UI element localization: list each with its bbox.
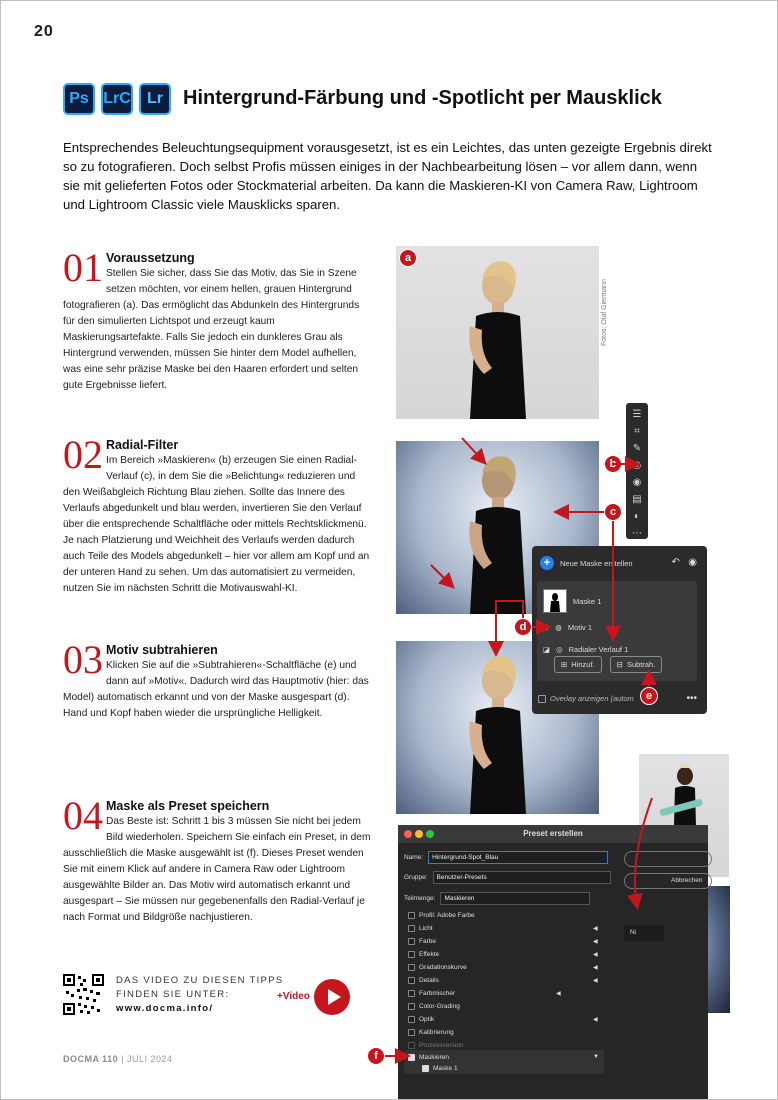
option-checkbox[interactable] [408, 1003, 415, 1010]
callout-f: f [367, 1047, 385, 1065]
article-heading: Hintergrund-Färbung und -Spotlicht per Mausklick [183, 87, 662, 109]
collapse-icon[interactable]: ▼ [593, 1054, 599, 1060]
name-label: Name: [404, 854, 424, 861]
step-title: Motiv subtrahieren [106, 643, 218, 657]
subtract-button[interactable] [610, 656, 663, 673]
expand-icon[interactable]: ◀ [556, 991, 561, 997]
option-checkbox[interactable] [408, 938, 415, 945]
page-footer [63, 1054, 173, 1064]
option-label: Prozessversion [419, 1042, 464, 1049]
intro-paragraph: Entsprechendes Beleuchtungsequipment vorausgesetzt, ist es ein Leichtes, das unten gezeigte Ergebnis direkt so zu fotografieren. Doch selbst Profis müssen einiges in der Nachbearbeitung lösen – vor allem dann, wenn sie mit gelieferten Fotos oder Stockmaterial arbeiten. Da kann die Maskieren-KI von Camera Raw, Lightroom und Lightroom Classic viele Mausklicks sparen. [63, 140, 712, 212]
option-label: Details [419, 977, 439, 984]
option-checkbox[interactable] [408, 951, 415, 958]
mask-component-label: Motiv 1 [567, 623, 593, 632]
preset-option-mask-1[interactable] [422, 1065, 458, 1072]
callout-b: b [604, 455, 622, 473]
expand-icon[interactable]: ◀ [593, 965, 598, 971]
model-figure [396, 246, 599, 419]
dialog-title: Preset erstellen [523, 829, 583, 838]
step-number: 02 [63, 432, 103, 477]
expand-icon[interactable]: ◀ [593, 939, 598, 945]
preset-option[interactable] [408, 951, 439, 958]
qr-code[interactable] [63, 974, 104, 1015]
preset-option[interactable] [408, 1016, 434, 1023]
step-title: Maske als Preset speichern [106, 799, 270, 813]
subset-select[interactable]: Maskieren [440, 892, 590, 905]
ok-button[interactable] [624, 851, 712, 867]
preset-option[interactable] [408, 1029, 454, 1036]
step-title: Voraussetzung [106, 251, 195, 265]
preset-option[interactable] [408, 925, 433, 932]
more-icon[interactable]: ⋯ [632, 528, 642, 539]
step-3 [63, 637, 373, 722]
preset-option[interactable] [408, 912, 475, 919]
preset-option[interactable] [408, 977, 439, 984]
masks-checkbox[interactable] [408, 1054, 415, 1061]
option-label: Farbmischer [419, 990, 456, 997]
mask-item-label: Maske 1 [573, 596, 602, 606]
preset-option[interactable] [408, 938, 436, 945]
add-icon: ⊞ [561, 660, 568, 669]
step-2 [63, 432, 373, 597]
step-number: 01 [63, 245, 103, 290]
mask-panel-header [540, 556, 633, 570]
footer-date: JULI 2024 [127, 1054, 173, 1064]
page-number: 20 [34, 23, 54, 40]
radial-icon: ◎ [556, 645, 563, 654]
photoshop-badge: Ps [63, 83, 95, 115]
step-4 [63, 793, 373, 926]
step-1 [63, 245, 373, 394]
subset-label: Teilmenge: [404, 895, 436, 902]
option-label: Maske 1 [433, 1065, 458, 1072]
edit-toolbar [626, 403, 648, 539]
option-checkbox[interactable] [408, 964, 415, 971]
option-label: Maskieren [419, 1054, 449, 1061]
mask-1-checkbox[interactable] [422, 1065, 429, 1072]
add-button[interactable] [554, 656, 602, 673]
group-select[interactable]: Benutzer-Presets [433, 871, 611, 884]
option-label: Profil: Adobe Farbe [419, 912, 475, 919]
option-checkbox [408, 1042, 415, 1049]
video-info [116, 974, 283, 1016]
option-label: Effekte [419, 951, 440, 958]
preset-name-input[interactable]: Hintergrund-Spot_Blau [428, 851, 608, 864]
option-checkbox[interactable] [408, 977, 415, 984]
subtract-icon: ⊖ [543, 623, 550, 632]
subtract-icon: ⊟ [616, 660, 623, 669]
callout-c: c [604, 503, 622, 521]
video-url[interactable]: www.docma.info/ [116, 1003, 214, 1014]
expand-icon[interactable]: ◀ [593, 926, 598, 932]
brush-icon[interactable]: ✎ [632, 443, 642, 454]
step-body: Stellen Sie sicher, dass Sie das Motiv, das Sie in Szene setzen möchten, vor einem hellen, grauen Hintergrund fotografieren (a). Das ermöglicht das Abdunkeln des Hintergrunds für den simulierten Lichtspot und erzeugt kaum Maskierungsartefakte. Falls Sie jedoch ein dunkleres Grau als Hintergrund verwenden, müssen Sie hinter dem Model aufhellen, was eine sehr präzise Maske bei den Haaren erfordert und selten gute Ergebnisse liefert. [63, 268, 360, 391]
person-icon: ◍ [555, 623, 562, 632]
subtract-button-label: Subtrah. [626, 660, 656, 669]
option-label: Gradationskurve [419, 964, 467, 971]
preset-option[interactable] [408, 964, 467, 971]
cancel-button[interactable]: Abbrechen [624, 873, 712, 889]
add-mask-icon[interactable]: + [540, 556, 554, 570]
mask-item[interactable] [543, 589, 601, 613]
preset-option[interactable] [408, 1003, 460, 1010]
sliders-icon[interactable]: ☰ [632, 409, 642, 420]
expand-icon[interactable]: ◀ [593, 978, 598, 984]
option-checkbox[interactable] [408, 1029, 415, 1036]
overlay-label: Overlay anzeigen (autom [550, 694, 634, 703]
eye-icon[interactable]: ◉ [688, 557, 697, 568]
mask-component[interactable] [543, 623, 592, 632]
add-button-label: Hinzuf. [571, 660, 595, 669]
preset-group-row [404, 871, 611, 884]
dialog-titlebar [398, 825, 708, 843]
redeye-icon[interactable]: ◉ [632, 477, 642, 488]
video-line-1: DAS VIDEO ZU DIESEN TIPPS [116, 975, 284, 986]
preset-subset-row [404, 892, 590, 905]
add-component-icon: ◪ [543, 645, 551, 654]
option-label: Color-Grading [419, 1003, 460, 1010]
lightroom-badge: Lr [139, 83, 171, 115]
masking-icon[interactable]: ◎ [632, 460, 642, 471]
overlay-checkbox[interactable] [538, 695, 546, 703]
step-number: 03 [63, 637, 103, 682]
footer-separator: | [118, 1054, 128, 1064]
mask-buttons [554, 656, 662, 673]
overlay-toggle[interactable] [538, 694, 634, 703]
group-label: Gruppe: [404, 874, 428, 881]
step-body: Klicken Sie auf die »Subtrahieren«-Schaltfläche (e) und dann auf »Motiv«. Dadurch wird das Hauptmotiv (hier: das Model) automatisch erkannt und von der Maske ausgespart (d). Hand und Kopf haben wieder die ursprüngliche Helligkeit. [63, 660, 369, 719]
crop-icon[interactable]: ⌗ [634, 426, 640, 437]
mask-component-label: Radialer Verlauf 1 [568, 645, 629, 654]
more-options-icon[interactable]: ••• [686, 693, 697, 704]
next-button[interactable]: Ni [624, 925, 664, 941]
undo-icon[interactable]: ↶ [671, 557, 680, 568]
option-checkbox[interactable] [408, 1016, 415, 1023]
layers-icon[interactable]: ▤ [632, 494, 642, 505]
expand-icon[interactable]: ◀ [593, 1017, 598, 1023]
option-label: Kalibrierung [419, 1029, 454, 1036]
option-label: Optik [419, 1016, 435, 1023]
callout-d: d [514, 618, 532, 636]
option-checkbox[interactable] [408, 990, 415, 997]
qr-code-graphic [63, 974, 104, 1015]
step-body: Das Beste ist: Schritt 1 bis 3 müssen Sie nicht bei jedem Bild wiederholen. Speichern Sie einfach ein Preset, in dem ausschließlich die Maske ausgewählt ist (f). Dieses Preset wenden Sie mit einem Klick auf andere in Camera Raw oder Lightroom ausgewählte Bilder an. Das Motiv wird automatisch erkannt und ausgespart – Sie müssen nur gegebenenfalls den Radial-Verlauf je nach Format und Bildgröße nachjustieren. [63, 816, 371, 923]
step-body: Im Bereich »Maskieren« (b) erzeugen Sie einen Radial-Verlauf (c), in dem Sie die »Belichtung« reduzieren und den Weißabgleich Richtung Blau ziehen. Sollte das Innere des Verlaufs abgedunkelt und blau werden, invertieren Sie den Verlauf über die entsprechende Schaltfläche oder mittels Rechtsklickmenü. Je nach Platzierung und Weichheit des Verlaufs werden dadurch auch Teile des Models abgedunkelt – hier vor allem am Kopf und an der unteren Hand zu sehen. Um das automatisiert zu vermeiden, nutzen Sie im nächsten Schritt die Motivauswahl-KI. [63, 455, 370, 594]
preset-name-row [404, 851, 608, 864]
mask-component[interactable] [543, 645, 628, 654]
callout-a: a [399, 249, 417, 267]
preset-option [408, 1042, 463, 1049]
mask-panel-title: Neue Maske erstellen [560, 558, 633, 568]
play-video-icon[interactable] [314, 979, 350, 1015]
preset-option[interactable] [408, 990, 455, 997]
footer-brand: DOCMA 110 [63, 1054, 119, 1064]
option-label: Licht [419, 925, 433, 932]
option-checkbox[interactable] [408, 912, 415, 919]
presets-icon[interactable]: ◐ [633, 511, 641, 522]
preset-dialog [398, 825, 708, 1100]
expand-icon[interactable]: ◀ [593, 952, 598, 958]
step-number: 04 [63, 793, 103, 838]
video-line-2: FINDEN SIE UNTER: [116, 989, 230, 1000]
mask-panel-header-icons [672, 557, 697, 568]
preset-option-masks[interactable] [408, 1054, 449, 1061]
lightroom-classic-badge: LrC [101, 83, 133, 115]
mask-thumbnail [543, 589, 567, 613]
option-checkbox[interactable] [408, 925, 415, 932]
mask-thumbnail-graphic [544, 590, 566, 612]
photo-credit: Fotos: Olaf Giermann [601, 279, 608, 346]
app-badges [63, 83, 171, 115]
option-label: Farbe [419, 938, 436, 945]
callout-e: e [640, 687, 658, 705]
masking-panel [532, 546, 707, 714]
video-label: +Video [277, 991, 310, 1002]
step-title: Radial-Filter [106, 438, 179, 452]
photo-original [396, 246, 599, 419]
